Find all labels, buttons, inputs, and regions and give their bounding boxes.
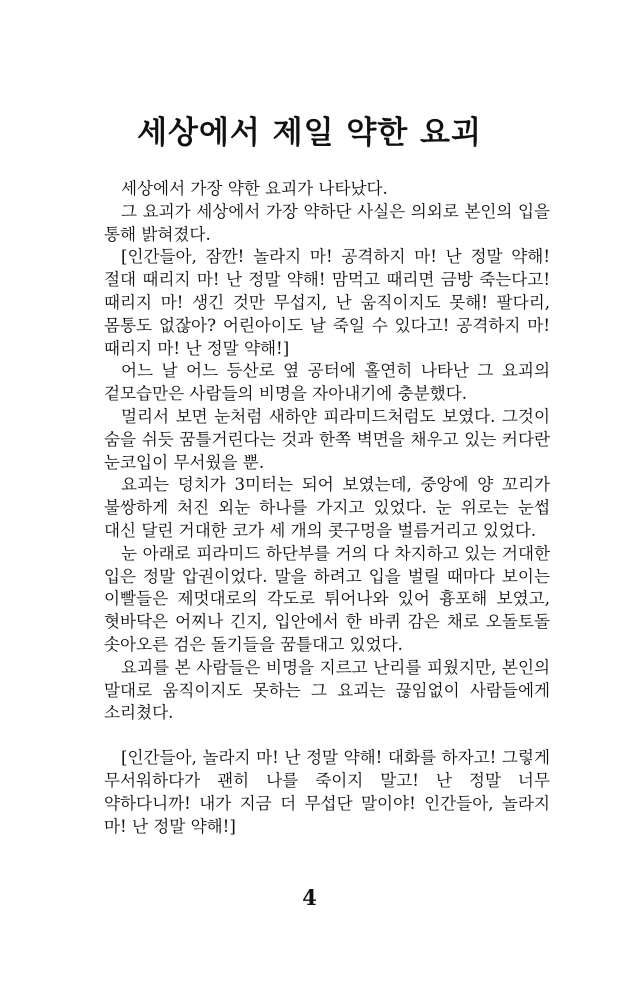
paragraph: 어느 날 어느 등산로 옆 공터에 홀연히 나타난 그 요괴의 겉모습만은 사람들의 비명을 자아내기에 충분했다. [104,361,550,404]
paragraph: [인간들아, 놀라지 마! 난 정말 약해! 대화를 하자고! 그렇게 무서워하다가 괜히 나를 죽이지 말고! 난 정말 너무 약하다니까! 내가 지금 더 무섭단 말이야! 인간들아, 놀라지 마! 난 정말 약해!] [104,748,550,836]
paragraph: 눈 아래로 피라미드 하단부를 거의 다 차지하고 있는 거대한 입은 정말 압권이었다. 말을 하려고 입을 벌릴 때마다 보이는 이빨들은 제멋대로의 각도로 튀어나와 있어 흉포해 보였고, 혓바닥은 어찌나 긴지, 입안에서 한 바퀴 감은 채로 오돌토돌 솟아오른 검은 돌기들을 꿈틀대고 있었다. [104,543,550,654]
paragraph: 세상에서 가장 약한 요괴가 나타났다. [121,179,388,198]
paragraph: 요괴는 덩치가 3미터는 되어 보였는데, 중앙에 양 꼬리가 불쌍하게 처진 외눈 하나를 가지고 있었다. 눈 위로는 눈썹 대신 달린 거대한 코가 세 개의 콧구멍을 벌름거리고 있었다. [104,475,550,540]
page-number: 4 [302,885,317,910]
paragraph: 그 요괴가 세상에서 가장 약하단 사실은 의외로 본인의 입을 통해 밝혀졌다. [104,201,550,244]
paragraph: 멀리서 보면 눈처럼 새하얀 피라미드처럼도 보였다. 그것이 숨을 쉬듯 꿈틀거린다는 것과 한쪽 벽면을 채우고 있는 커다란 눈코입이 무서웠을 뿐. [104,406,550,472]
paragraph: 요괴를 본 사람들은 비명을 지르고 난리를 피웠지만, 본인의 말대로 움직이지도 못하는 그 요괴는 끊임없이 사람들에게 소리쳤다. [104,657,550,723]
body-text [104,178,550,838]
paragraph: [인간들아, 잠깐! 놀라지 마! 공격하지 마! 난 정말 약해! 절대 때리지 마! 난 정말 약해! 맘먹고 때리면 금방 죽는다고! 때리지 마! 생긴 것만 무섭지, 난 움직이지도 못해! 팔다리, 몸통도 없잖아? 어린아이도 날 죽일 수 있다고! 공격하지 마! 때리지 마! 난 정말 약해!] [104,247,550,358]
chapter-title: 세상에서 제일 약한 요괴 [137,115,482,151]
